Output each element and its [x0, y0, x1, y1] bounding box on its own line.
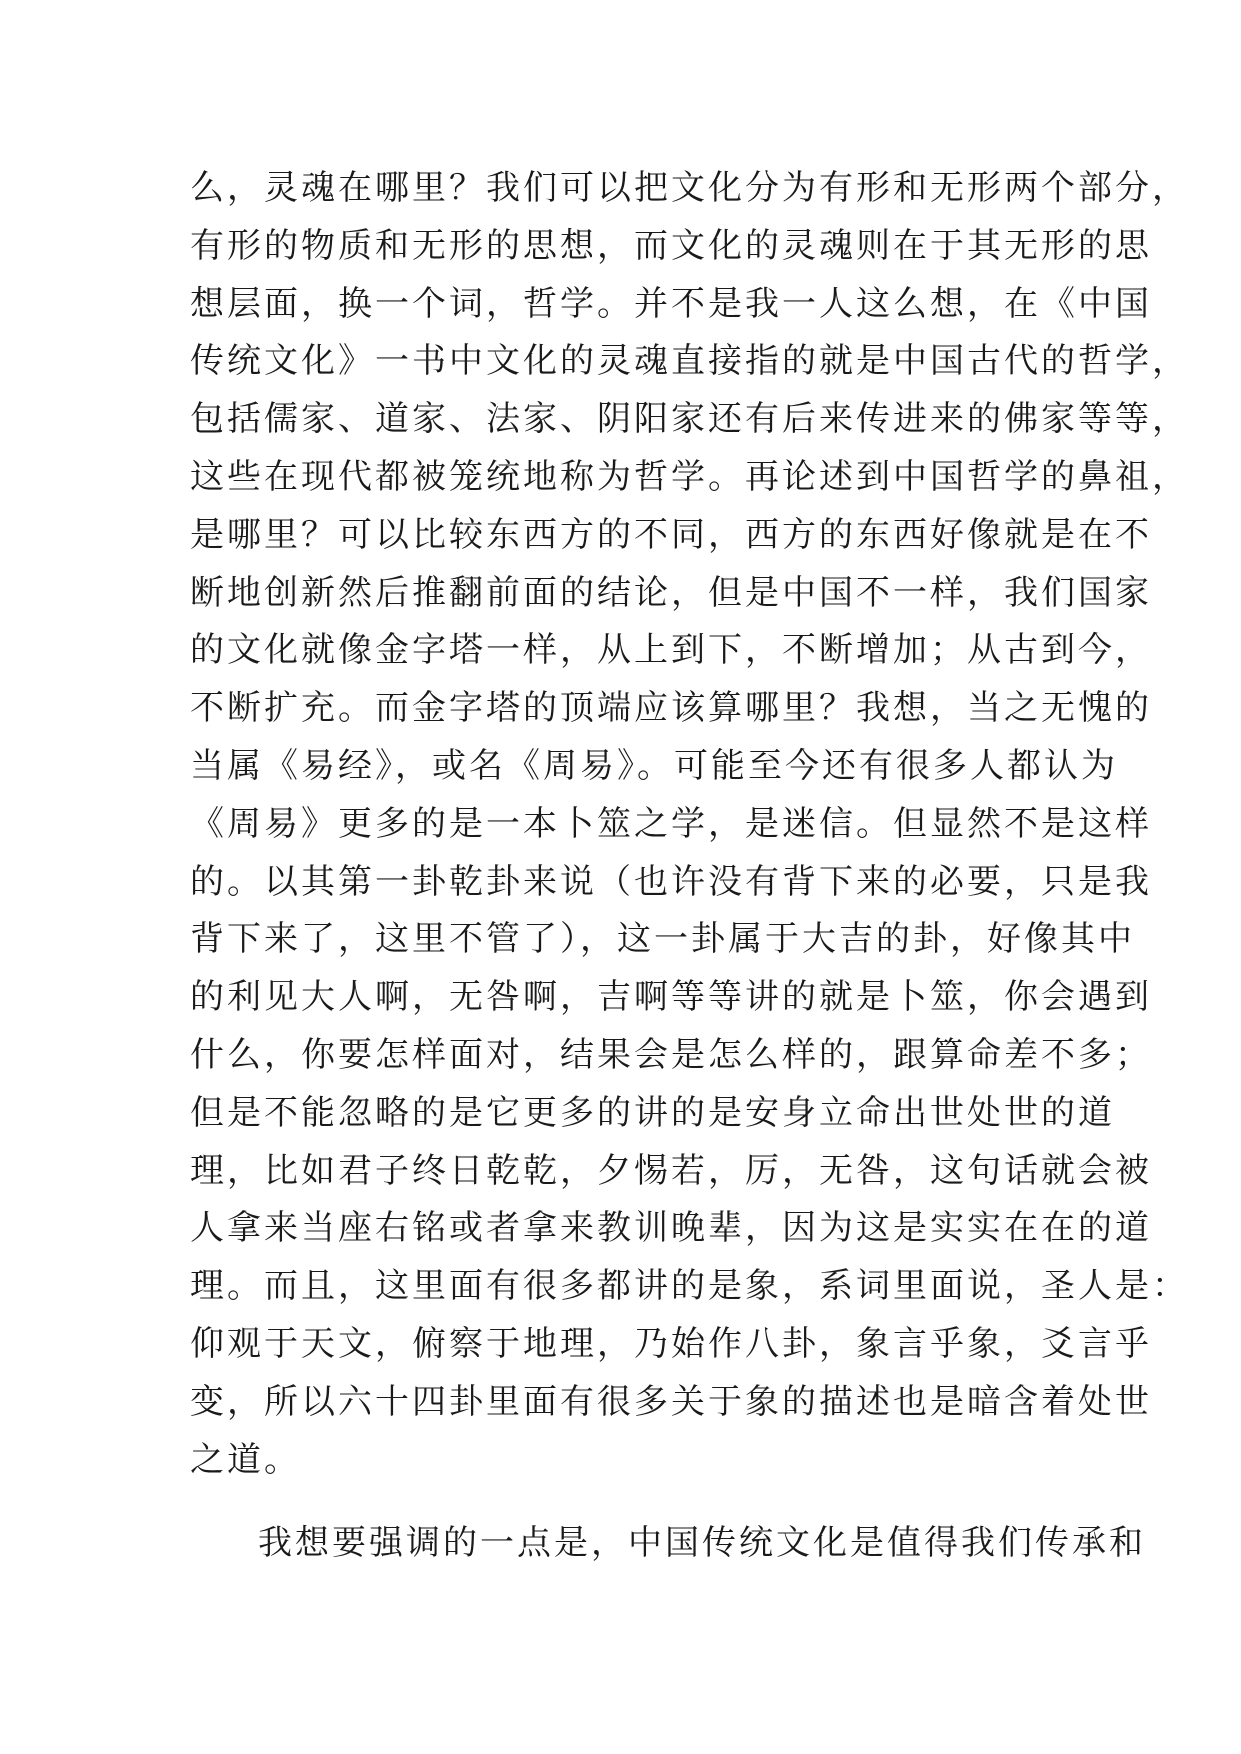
text-line: 有形的物质和无形的思想，而文化的灵魂则在于其无形的思 — [190, 225, 1152, 266]
text-line: 之道。 — [190, 1439, 301, 1480]
text-line: 的。以其第一卦乾卦来说（也许没有背下来的必要，只是我 — [190, 861, 1152, 902]
text-line: 背下来了，这里不管了），这一卦属于大吉的卦，好像其中 — [190, 919, 1135, 960]
text-line: 仰观于天文，俯察于地理，乃始作八卦，象言乎象，爻言乎 — [190, 1323, 1152, 1364]
body-text — [190, 160, 1189, 1573]
text-line: 么，灵魂在哪里？我们可以把文化分为有形和无形两个部分， — [190, 168, 1189, 208]
text-line: 但是不能忽略的是它更多的讲的是安身立命出世处世的道 — [190, 1092, 1115, 1133]
text-line: 《周易》更多的是一本卜筮之学，是迷信。但显然不是这样 — [190, 803, 1152, 844]
text-line: 传统文化》一书中文化的灵魂直接指的就是中国古代的哲学， — [190, 341, 1189, 382]
text-line: 这些在现代都被笼统地称为哲学。再论述到中国哲学的鼻祖， — [190, 456, 1189, 497]
paragraph-gap — [190, 1489, 1070, 1515]
text-line: 人拿来当座右铭或者拿来教训晚辈，因为这是实实在在的道 — [190, 1208, 1152, 1249]
text-line: 的文化就像金字塔一样，从上到下，不断增加；从古到今， — [190, 630, 1152, 671]
text-line: 什么，你要怎样面对，结果会是怎么样的，跟算命差不多； — [190, 1034, 1152, 1075]
text-line: 是哪里？可以比较东西方的不同，西方的东西好像就是在不 — [190, 514, 1152, 555]
text-line: 理。而且，这里面有很多都讲的是象，系词里面说，圣人是： — [190, 1266, 1189, 1307]
text-line: 包括儒家、道家、法家、阴阳家还有后来传进来的佛家等等， — [190, 399, 1189, 440]
paragraph — [190, 1515, 1146, 1573]
text-line: 理，比如君子终日乾乾，夕惕若，厉，无咎，这句话就会被 — [190, 1150, 1152, 1191]
text-line: 不断扩充。而金字塔的顶端应该算哪里？我想，当之无愧的 — [190, 688, 1152, 729]
text-line: 我想要强调的一点是，中国传统文化是值得我们传承和 — [258, 1523, 1146, 1564]
text-line: 想层面，换一个词，哲学。并不是我一人这么想，在《中国 — [190, 283, 1152, 324]
text-line: 断地创新然后推翻前面的结论，但是中国不一样，我们国家 — [190, 572, 1152, 613]
text-line: 的利见大人啊，无咎啊，吉啊等等讲的就是卜筮，你会遇到 — [190, 977, 1152, 1018]
text-line: 变，所以六十四卦里面有很多关于象的描述也是暗含着处世 — [190, 1381, 1152, 1422]
paragraph — [190, 160, 1189, 1489]
text-line: 当属《易经》，或名《周易》。可能至今还有很多人都认为 — [190, 745, 1118, 786]
